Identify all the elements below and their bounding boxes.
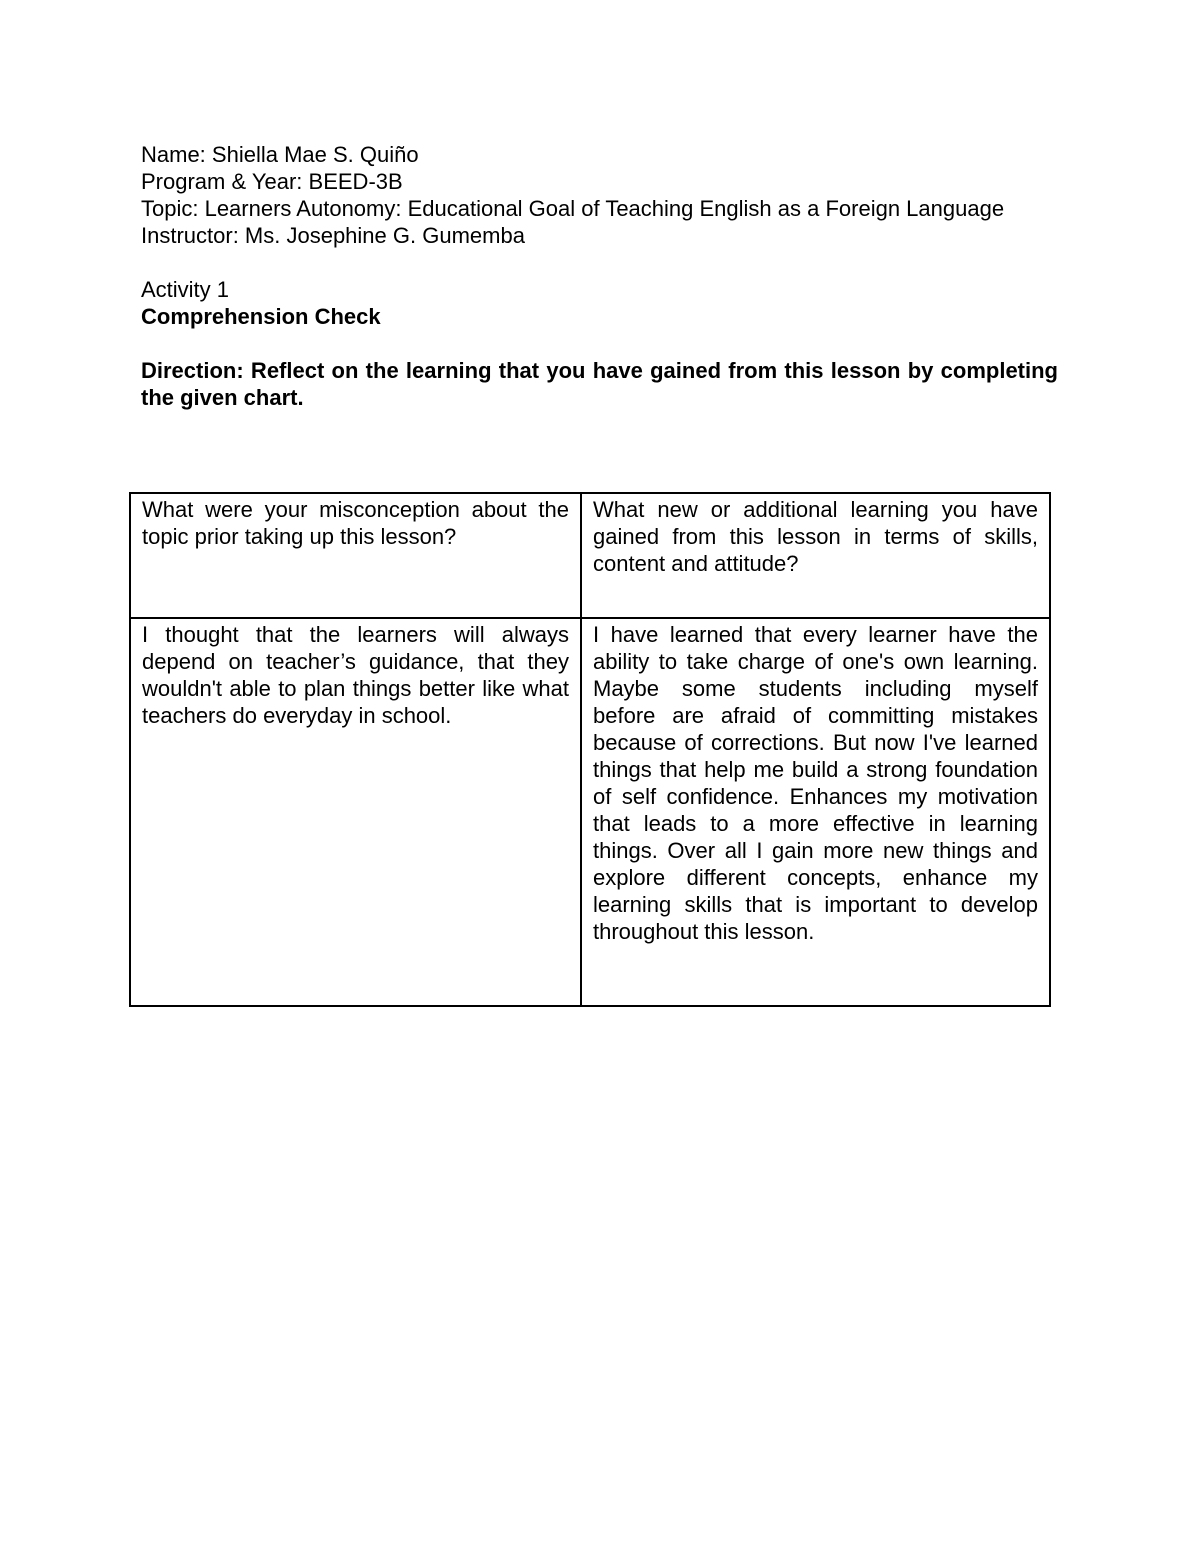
answer-new-learning: I have learned that every learner have the ability to take charge of one's own learning. Maybe some students including myself before are afraid of committing mistakes because of corrections. But now I've learned things that help me build a strong foundation of self confidence. Enhances my motivation that leads to a more effective in learning things. Over all I gain more new things and explore different concepts, enhance my learning skills that is important to develop throughout this lesson. [581,618,1050,1006]
student-name: Name: Shiella Mae S. Quiño [141,142,419,167]
direction-text: Direction: Reflect on the learning that you have gained from this lesson by completing the given chart. [141,358,1058,410]
activity-label: Activity 1 [141,277,230,302]
table-row [130,618,1050,1006]
reflection-table [129,492,1051,1007]
program-year: Program & Year: BEED-3B [141,169,403,194]
question-new-learning: What new or additional learning you have gained from this lesson in terms of skills, content and attitude? [581,493,1050,618]
answer-misconception: I thought that the learners will always depend on teacher’s guidance, that they wouldn't able to plan things better like what teachers do everyday in school. [130,618,581,1006]
activity-title: Comprehension Check [141,304,381,329]
topic: Topic: Learners Autonomy: Educational Goal of Teaching English as a Foreign Language [141,196,1005,221]
table-row [130,493,1050,618]
document-page [141,141,1058,411]
reflection-chart [129,492,1048,1007]
spacer [141,249,1058,276]
spacer [141,330,1058,357]
instructor: Instructor: Ms. Josephine G. Gumemba [141,223,525,248]
question-misconception: What were your misconception about the topic prior taking up this lesson? [130,493,581,618]
